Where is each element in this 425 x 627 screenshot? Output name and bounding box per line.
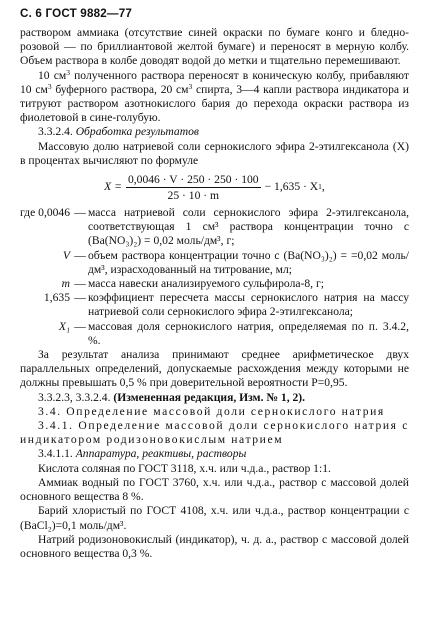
paragraph-result: За результат анализа принимают среднее арифметическое двух параллельных определений, допускаемые расхождения между которыми не должны превышать 0,5 % при доверительной вероятности P=0,95. [20, 348, 409, 390]
amendment-numbers: 3.3.2.3, 3.3.2.4. [38, 390, 111, 404]
superscript: 3 [47, 81, 52, 91]
dash: — [74, 206, 86, 220]
section-3-4-heading: 3.4. Определение массовой доли сернокислого натрия [38, 404, 385, 418]
amendment-text: (Измененная редакция, Изм. № 1, 2). [113, 390, 306, 404]
text-run: спирта, 3—4 капли раствора индикатора и титруют раствором азотнокислого бария до перехода окраски раствора из фиолетовой в сине-голубую. [20, 82, 409, 125]
paragraph-neutralization: раствором аммиака (отсутствие синей окраски по бумаге конго и бледно-розовой — по бриллиантовой желтой бумаге) и переносят в мерную колбу. Объем раствора в колбе доводят водой до метки и тщательно перемешивают. [20, 26, 409, 68]
dash: — [74, 319, 86, 333]
text-run: буферного раствора, 20 см [51, 82, 189, 96]
section-3-4-1-heading: 3.4.1. Определение массовой доли сернокислого натрия с индикатором родизоновокислым натрием [20, 419, 409, 447]
where-label [20, 206, 72, 249]
where-sym-2: m [61, 277, 70, 291]
superscript: 3 [66, 67, 70, 77]
formula-lhs: X = [104, 179, 122, 193]
section-number: 3.3.2.4. [38, 125, 73, 139]
where-desc-2: масса навески анализируемого сульфирола-8, г; [88, 277, 324, 291]
where-sym-4: X₁ [58, 319, 70, 333]
amendment-note [20, 391, 409, 405]
text-run: 10 см [38, 68, 67, 82]
variable-definitions [20, 206, 409, 348]
formula-numerator: 0,0046 · V · 250 · 250 · 100 [127, 172, 259, 186]
reagent-sodium-rhodizonate: Натрий родизоновокислый (индикатор), ч. д. а., раствор с массовой долей основного вещества 0,3 %. [20, 532, 409, 560]
section-title: Аппаратура, реактивы, растворы [75, 447, 247, 461]
where-desc-4: массовая доля сернокислого натрия, определяемая по п. 3.4.2, %. [88, 319, 409, 347]
section-3-3-2-4-heading [20, 125, 409, 139]
reagent-barium-chloride: Барий хлористый по ГОСТ 4108, х.ч. или ч.д.а., раствор концентрации c (BaCl₂)=0,1 моль/дм³. [20, 504, 409, 532]
section-number: 3.4.1.1. [38, 447, 73, 461]
dash: — [74, 277, 86, 291]
section-3-4-1-1-heading [20, 447, 409, 461]
formula-denominator: 25 · 10 · m [167, 188, 220, 202]
paragraph-titration [20, 69, 409, 126]
formula-end: , [321, 179, 325, 193]
dash: — [74, 291, 86, 305]
where-desc-1: объем раствора концентрации точно c (Ba(NO₃)₂) = =0,02 моль/дм³, израсходованный на титрование, мл; [88, 248, 409, 276]
where-desc-0: масса натриевой соли сернокислого эфира 2-этилгексанола, соответствующая 1 см³ раствора концентрации точно c (Ba(NO₃)₂) = 0,02 моль/дм³, г; [88, 206, 409, 248]
dash: — [74, 248, 86, 262]
reagent-ammonia: Аммиак водный по ГОСТ 3760, х.ч. или ч.д.а., раствор с массовой долей основного вещества 8 %. [20, 475, 409, 504]
reagent-hydrochloric-acid: Кислота соляная по ГОСТ 3118, х.ч. или ч.д.а., раствор 1:1. [38, 461, 331, 475]
where-word: где [20, 206, 36, 220]
section-title: Обработка результатов [75, 125, 199, 139]
where-sym-3: 1,635 [43, 291, 70, 305]
formula: X = $\frac{0,0046 \cdot V \cdot 250 \cdot 250 \cdot 100}{25 \cdot 10 \cdot m}$ − 1,635 · X 1 , [104, 172, 325, 202]
formula-fraction [126, 173, 261, 202]
where-sym-0: 0,0046 [38, 206, 71, 220]
paragraph-formula-intro: Массовую долю натриевой соли сернокислого эфира 2-этилгексанола (X) в процентах вычисляют по формуле [20, 139, 409, 167]
where-desc-3: коэффициент пересчета массы сернокислого натрия на массу натриевой соли сернокислого эфира 2-этилгексанола; [88, 291, 409, 319]
text-run: полученного раствора переносят в коническую колбу, прибавляют 10 см [20, 68, 409, 96]
where-sym-1: V [62, 248, 70, 262]
page-header: С. 6 ГОСТ 9882—77 [20, 7, 132, 20]
formula-rhs: − 1,635 · X [264, 179, 319, 193]
superscript: 3 [188, 81, 193, 91]
